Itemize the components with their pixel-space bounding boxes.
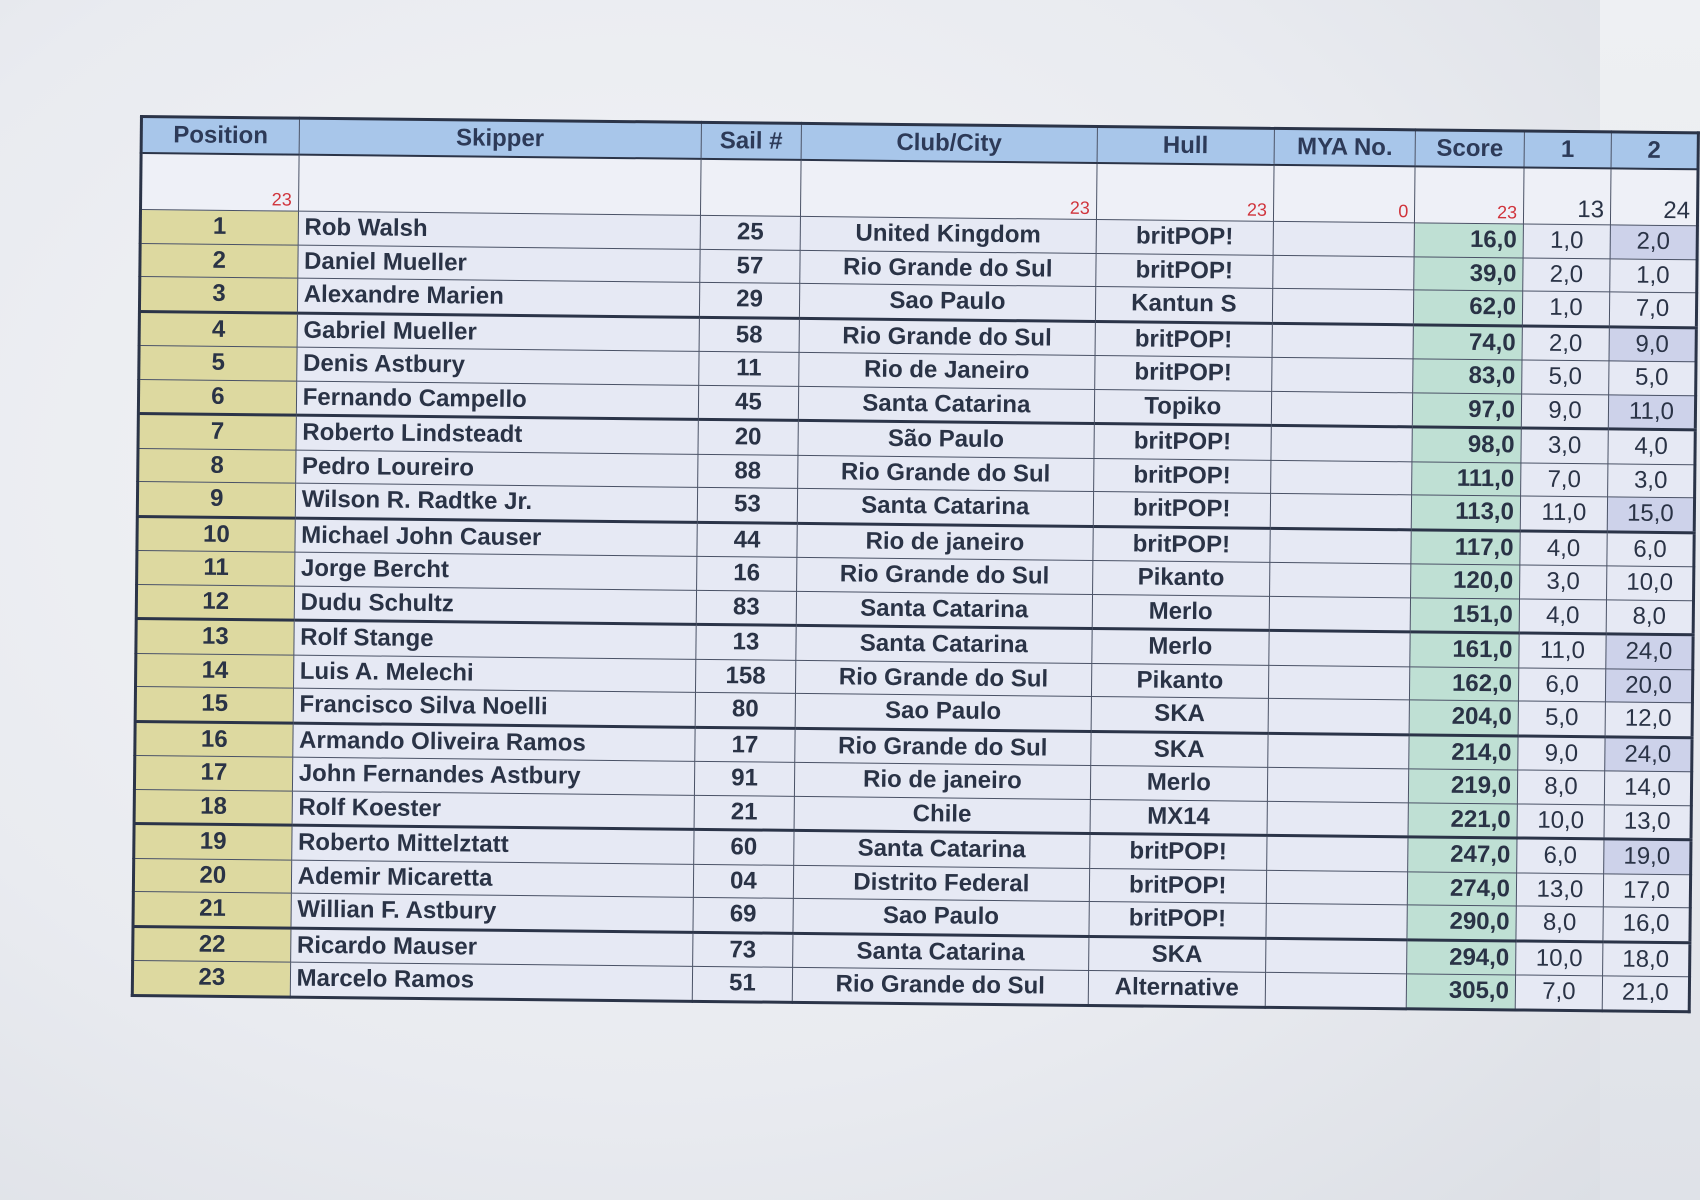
position-cell: 16 [135, 721, 293, 757]
race-2-cell: 5,0 [1609, 361, 1696, 395]
sail-cell: 88 [698, 454, 798, 489]
score-cell: 204,0 [1409, 700, 1518, 736]
mya-cell [1267, 767, 1409, 802]
club-cell: Rio Grande do Sul [795, 728, 1091, 766]
hull-cell: Alternative [1088, 970, 1266, 1006]
race-1-cell: 10,0 [1517, 803, 1604, 838]
header-race-2: 2 [1611, 132, 1698, 169]
skipper-cell: Gabriel Mueller [297, 313, 700, 352]
sail-cell: 58 [699, 317, 799, 353]
score-cell: 214,0 [1409, 734, 1518, 770]
hull-cell: Topiko [1094, 389, 1272, 425]
score-cell: 274,0 [1408, 871, 1517, 906]
race-2-cell: 9,0 [1609, 326, 1696, 361]
hull-cell: britPOP! [1089, 833, 1267, 869]
position-cell: 15 [135, 686, 293, 722]
position-cell: 7 [138, 413, 296, 449]
club-cell: Santa Catarina [793, 933, 1089, 971]
sail-cell: 20 [698, 419, 798, 455]
skipper-cell: John Fernandes Astbury [292, 757, 695, 795]
hull-cell: Merlo [1092, 628, 1270, 664]
score-cell: 113,0 [1411, 495, 1520, 531]
race-1-cell: 4,0 [1519, 598, 1606, 633]
race-2-cell: 19,0 [1604, 839, 1691, 874]
club-cell: Rio Grande do Sul [800, 250, 1096, 287]
position-cell: 18 [134, 789, 292, 825]
sail-cell: 73 [693, 932, 793, 968]
sail-cell: 51 [692, 966, 792, 1002]
score-cell: 111,0 [1412, 461, 1521, 496]
club-cell: Sao Paulo [795, 693, 1091, 731]
race-2-cell: 7,0 [1609, 292, 1696, 327]
race-1-cell: 4,0 [1520, 530, 1607, 565]
mya-cell [1267, 835, 1409, 871]
mya-cell [1273, 221, 1415, 256]
score-cell: 120,0 [1411, 564, 1520, 599]
mya-cell [1273, 255, 1415, 290]
club-cell: United Kingdom [800, 216, 1096, 253]
hull-cell: Merlo [1092, 594, 1270, 630]
race-1-cell: 5,0 [1522, 360, 1609, 394]
sail-cell: 29 [699, 282, 799, 318]
skipper-cell: Ricardo Mauser [290, 928, 693, 967]
position-cell: 13 [136, 618, 294, 654]
sail-cell: 13 [696, 624, 796, 660]
race-1-cell: 13,0 [1516, 872, 1603, 906]
score-cell: 290,0 [1407, 905, 1516, 941]
score-cell: 83,0 [1413, 359, 1522, 394]
sail-cell: 158 [695, 659, 795, 694]
skipper-cell: Rob Walsh [298, 211, 701, 249]
skipper-cell: Armando Oliveira Ramos [292, 723, 695, 762]
hull-cell: Kantun S [1095, 287, 1273, 323]
hull-cell: britPOP! [1093, 458, 1271, 493]
club-cell: Santa Catarina [798, 386, 1094, 424]
hull-cell: SKA [1090, 731, 1268, 767]
hull-cell: Pikanto [1091, 663, 1269, 698]
hull-cell: britPOP! [1095, 253, 1273, 288]
club-cell: Rio de janeiro [797, 523, 1093, 561]
club-cell: São Paulo [798, 420, 1094, 458]
club-cell: Rio Grande do Sul [795, 660, 1091, 697]
race-1-cell: 5,0 [1518, 701, 1605, 736]
race-2-cell: 18,0 [1603, 941, 1690, 976]
sail-cell: 25 [700, 215, 800, 250]
hull-cell: britPOP! [1089, 868, 1267, 903]
skipper-cell: Michael John Causer [295, 518, 698, 557]
club-cell: Santa Catarina [796, 625, 1092, 663]
count-race-1: 13 [1523, 167, 1611, 224]
race-2-cell: 14,0 [1604, 771, 1691, 805]
race-2-cell: 3,0 [1608, 463, 1695, 497]
race-2-cell: 8,0 [1606, 599, 1693, 634]
score-cell: 305,0 [1406, 974, 1515, 1010]
results-table [131, 115, 1700, 1013]
skipper-cell: Roberto Lindsteadt [296, 415, 699, 454]
race-2-cell: 1,0 [1610, 258, 1697, 292]
race-1-cell: 3,0 [1519, 565, 1606, 599]
skipper-cell: Rolf Koester [292, 791, 695, 830]
race-1-cell: 6,0 [1517, 838, 1604, 873]
skipper-cell: Rolf Stange [294, 620, 697, 659]
mya-cell [1270, 493, 1412, 529]
skipper-cell: Ademir Micaretta [291, 860, 694, 898]
club-cell: Santa Catarina [796, 591, 1092, 629]
race-2-cell: 11,0 [1608, 394, 1695, 429]
count-skipper [298, 155, 701, 216]
skipper-cell: Luis A. Melechi [293, 655, 696, 693]
club-cell: Rio Grande do Sul [799, 318, 1095, 356]
position-cell: 8 [138, 448, 296, 483]
position-cell: 4 [139, 311, 297, 347]
score-cell: 219,0 [1409, 769, 1518, 804]
club-cell: Rio Grande do Sul [798, 455, 1094, 492]
mya-cell [1272, 323, 1414, 359]
mya-cell [1268, 733, 1410, 769]
race-1-cell: 2,0 [1522, 325, 1609, 360]
hull-cell: SKA [1088, 936, 1266, 972]
count-sail [700, 159, 801, 217]
position-cell: 3 [139, 277, 297, 313]
header-hull: Hull [1097, 127, 1275, 165]
hull-cell: SKA [1091, 696, 1269, 732]
race-1-cell: 10,0 [1516, 940, 1603, 975]
race-2-cell: 12,0 [1605, 702, 1692, 737]
race-1-cell: 8,0 [1517, 770, 1604, 804]
position-cell: 1 [140, 210, 298, 245]
position-cell: 19 [134, 823, 292, 859]
race-1-cell: 6,0 [1518, 667, 1605, 701]
header-position: Position [141, 117, 299, 155]
sail-cell: 45 [698, 385, 798, 421]
mya-cell [1271, 425, 1413, 461]
score-cell: 162,0 [1410, 666, 1519, 701]
sail-cell: 04 [693, 864, 793, 899]
sail-cell: 17 [695, 727, 795, 763]
skipper-cell: Fernando Campello [296, 381, 699, 420]
mya-cell [1268, 698, 1410, 734]
results-body [132, 210, 1697, 1012]
sail-cell: 69 [693, 897, 793, 933]
score-cell: 221,0 [1408, 802, 1517, 838]
race-2-cell: 21,0 [1602, 976, 1689, 1011]
sail-cell: 53 [697, 487, 797, 523]
race-1-cell: 1,0 [1523, 224, 1610, 258]
club-cell: Rio Grande do Sul [792, 967, 1088, 1005]
race-1-cell: 8,0 [1516, 906, 1603, 941]
skipper-cell: Wilson R. Radtke Jr. [295, 483, 698, 522]
position-cell: 6 [138, 379, 296, 415]
sail-cell: 11 [699, 351, 799, 386]
score-cell: 74,0 [1413, 324, 1522, 360]
skipper-cell: Francisco Silva Noelli [293, 688, 696, 727]
race-2-cell: 15,0 [1607, 497, 1694, 532]
race-2-cell: 24,0 [1606, 634, 1693, 669]
results-sheet [130, 115, 1691, 1060]
hull-cell: Merlo [1090, 765, 1268, 800]
mya-cell [1266, 870, 1408, 905]
race-1-cell: 3,0 [1521, 428, 1608, 463]
count-position: 23 [141, 153, 299, 211]
race-2-cell: 6,0 [1607, 531, 1694, 566]
sail-cell: 21 [694, 795, 794, 831]
skipper-cell: Jorge Bercht [294, 552, 697, 590]
count-mya: 0 [1273, 165, 1415, 223]
skipper-cell: Alexandre Marien [297, 278, 700, 317]
mya-cell [1269, 596, 1411, 632]
race-2-cell: 2,0 [1610, 225, 1697, 259]
hull-cell: britPOP! [1089, 901, 1267, 937]
position-cell: 11 [137, 550, 295, 585]
club-cell: Sao Paulo [793, 898, 1089, 936]
position-cell: 9 [137, 481, 295, 517]
skipper-cell: Denis Astbury [296, 347, 699, 385]
club-cell: Chile [794, 796, 1090, 834]
club-cell: Rio Grande do Sul [797, 557, 1093, 594]
position-cell: 20 [133, 858, 291, 893]
race-1-cell: 1,0 [1522, 291, 1609, 326]
mya-cell [1271, 460, 1413, 495]
count-race-2: 24 [1610, 168, 1698, 225]
score-cell: 151,0 [1410, 597, 1519, 633]
score-cell: 16,0 [1414, 223, 1523, 258]
position-cell: 14 [136, 653, 294, 688]
header-mya: MYA No. [1274, 128, 1416, 166]
sail-cell: 91 [694, 761, 794, 796]
count-score: 23 [1415, 166, 1524, 224]
race-1-cell: 11,0 [1519, 633, 1606, 668]
position-cell: 17 [134, 755, 292, 790]
mya-cell [1268, 665, 1410, 700]
mya-cell [1272, 288, 1414, 324]
score-cell: 161,0 [1410, 632, 1519, 668]
hull-cell: britPOP! [1096, 220, 1274, 255]
hull-cell: Pikanto [1092, 560, 1270, 595]
club-cell: Santa Catarina [794, 830, 1090, 868]
count-club: 23 [800, 160, 1096, 220]
position-cell: 5 [139, 346, 297, 381]
header-sail: Sail # [701, 122, 801, 160]
score-cell: 247,0 [1408, 837, 1517, 873]
club-cell: Distrito Federal [793, 865, 1089, 902]
race-1-cell: 9,0 [1521, 393, 1608, 428]
mya-cell [1272, 357, 1414, 392]
header-club: Club/City [801, 123, 1097, 163]
race-2-cell: 17,0 [1603, 873, 1690, 907]
position-cell: 22 [133, 926, 291, 962]
race-2-cell: 16,0 [1603, 907, 1690, 942]
skipper-cell: Willian F. Astbury [291, 893, 694, 932]
sail-cell: 57 [700, 249, 800, 284]
count-hull: 23 [1096, 163, 1274, 221]
race-1-cell: 7,0 [1521, 462, 1608, 496]
header-race-1: 1 [1524, 131, 1611, 168]
hull-cell: britPOP! [1093, 526, 1271, 562]
position-cell: 23 [132, 960, 290, 996]
race-2-cell: 13,0 [1604, 804, 1691, 839]
mya-cell [1269, 630, 1411, 666]
skipper-cell: Marcelo Ramos [290, 962, 693, 1001]
race-1-cell: 11,0 [1520, 496, 1607, 531]
mya-cell [1265, 972, 1407, 1008]
race-1-cell: 7,0 [1515, 975, 1602, 1010]
club-cell: Rio de Janeiro [799, 352, 1095, 389]
mya-cell [1269, 562, 1411, 597]
hull-cell: MX14 [1090, 799, 1268, 835]
position-cell: 21 [133, 891, 291, 927]
score-cell: 117,0 [1411, 529, 1520, 565]
skipper-cell: Roberto Mittelztatt [291, 825, 694, 864]
hull-cell: britPOP! [1093, 492, 1271, 528]
score-cell: 62,0 [1414, 290, 1523, 326]
mya-cell [1266, 938, 1408, 974]
sail-cell: 16 [697, 556, 797, 591]
sail-cell: 60 [694, 829, 794, 865]
hull-cell: britPOP! [1094, 424, 1272, 460]
race-2-cell: 4,0 [1608, 429, 1695, 464]
hull-cell: britPOP! [1094, 356, 1272, 391]
skipper-cell: Dudu Schultz [294, 586, 697, 625]
header-skipper: Skipper [299, 118, 702, 159]
race-1-cell: 9,0 [1518, 735, 1605, 770]
club-cell: Rio de janeiro [794, 762, 1090, 799]
position-cell: 10 [137, 516, 295, 552]
race-2-cell: 24,0 [1605, 736, 1692, 771]
skipper-cell: Daniel Mueller [297, 245, 700, 283]
club-cell: Sao Paulo [799, 283, 1095, 321]
score-cell: 97,0 [1413, 392, 1522, 428]
mya-cell [1266, 903, 1408, 939]
sail-cell: 80 [695, 692, 795, 728]
race-2-cell: 20,0 [1605, 668, 1692, 702]
sail-cell: 83 [696, 590, 796, 626]
mya-cell [1267, 801, 1409, 837]
mya-cell [1270, 528, 1412, 564]
sail-cell: 44 [697, 522, 797, 558]
hull-cell: britPOP! [1095, 321, 1273, 357]
skipper-cell: Pedro Loureiro [295, 450, 698, 488]
club-cell: Santa Catarina [797, 488, 1093, 526]
score-cell: 39,0 [1414, 256, 1523, 291]
header-score: Score [1415, 130, 1524, 168]
score-cell: 98,0 [1412, 427, 1521, 463]
race-2-cell: 10,0 [1606, 566, 1693, 600]
mya-cell [1271, 391, 1413, 427]
race-1-cell: 2,0 [1523, 257, 1610, 291]
position-cell: 12 [136, 584, 294, 620]
position-cell: 2 [140, 243, 298, 278]
score-cell: 294,0 [1407, 939, 1516, 975]
